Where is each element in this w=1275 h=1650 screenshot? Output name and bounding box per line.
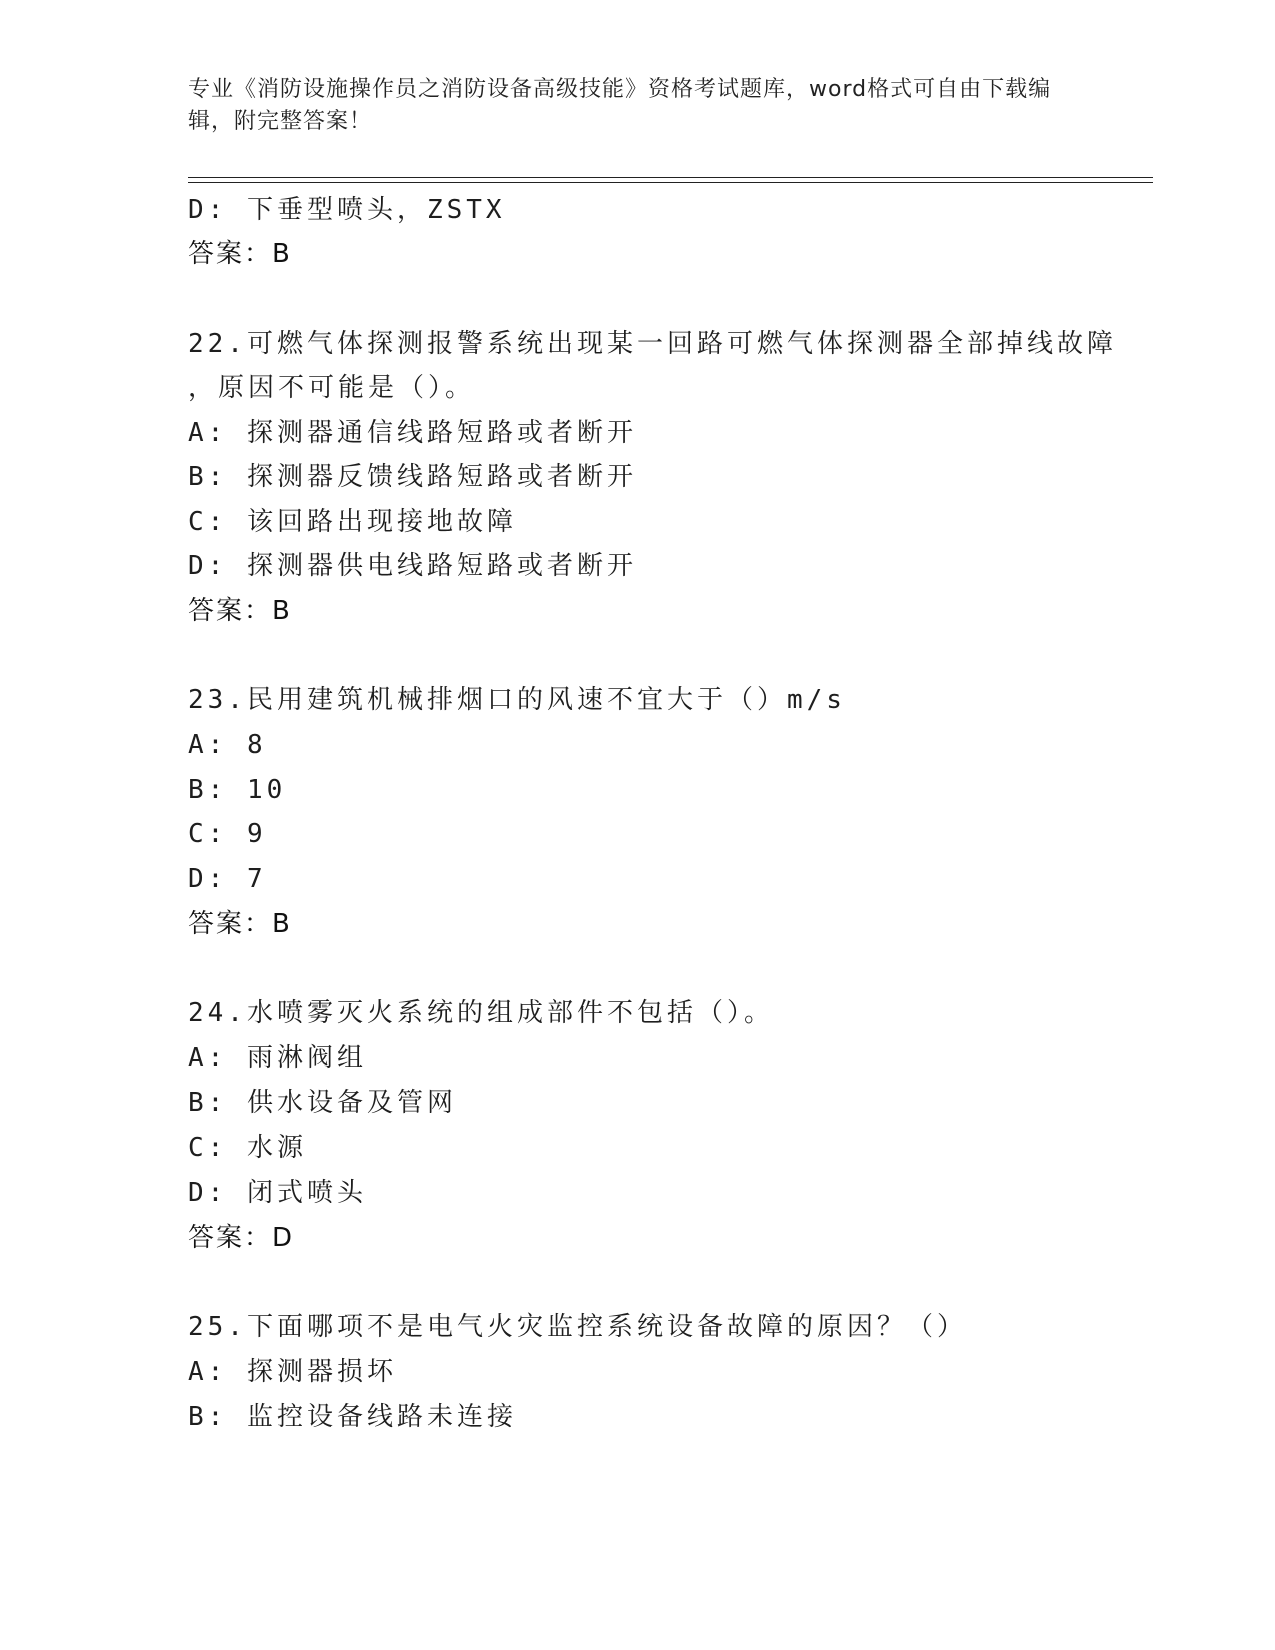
document-header: 专业《消防设施操作员之消防设备高级技能》资格考试题库，word格式可自由下载编辑，附完整答案！ xyxy=(188,77,1052,134)
q22-option-c: C: 该回路出现接地故障 xyxy=(188,507,517,537)
option-d: D: 下垂型喷头，ZSTX xyxy=(188,195,506,225)
question-22-stem: 22.可燃气体探测报警系统出现某一回路可燃气体探测器全部掉线故障 xyxy=(188,329,1117,359)
question-23-stem: 23.民用建筑机械排烟口的风速不宜大于（）m/s xyxy=(188,685,846,715)
q24-option-c: C: 水源 xyxy=(188,1133,307,1163)
q24-answer: 答案：D xyxy=(188,1223,295,1253)
question-25-stem: 25.下面哪项不是电气火灾监控系统设备故障的原因？（） xyxy=(188,1312,967,1342)
q24-option-d: D: 闭式喷头 xyxy=(188,1178,367,1208)
q22-option-b: B: 探测器反馈线路短路或者断开 xyxy=(188,462,637,492)
q24-option-b: B: 供水设备及管网 xyxy=(188,1088,457,1118)
q25-option-b: B: 监控设备线路未连接 xyxy=(188,1402,517,1432)
q25-option-a: A: 探测器损坏 xyxy=(188,1357,397,1387)
q23-option-d: D: 7 xyxy=(188,864,267,894)
q23-option-c: C: 9 xyxy=(188,819,267,849)
q24-option-a: A: 雨淋阀组 xyxy=(188,1043,367,1073)
q23-answer: 答案：B xyxy=(188,909,292,939)
q23-option-b: B: 10 xyxy=(188,775,287,805)
q22-answer: 答案：B xyxy=(188,596,292,626)
answer: 答案：B xyxy=(188,239,292,269)
header-divider-top xyxy=(188,177,1153,178)
q22-option-d: D: 探测器供电线路短路或者断开 xyxy=(188,551,637,581)
header-divider-bottom xyxy=(188,182,1153,183)
question-22-stem-cont: ，原因不可能是（）。 xyxy=(188,373,476,403)
q22-option-a: A: 探测器通信线路短路或者断开 xyxy=(188,418,637,448)
question-24-stem: 24.水喷雾灭火系统的组成部件不包括（）。 xyxy=(188,998,774,1028)
q23-option-a: A: 8 xyxy=(188,730,267,760)
